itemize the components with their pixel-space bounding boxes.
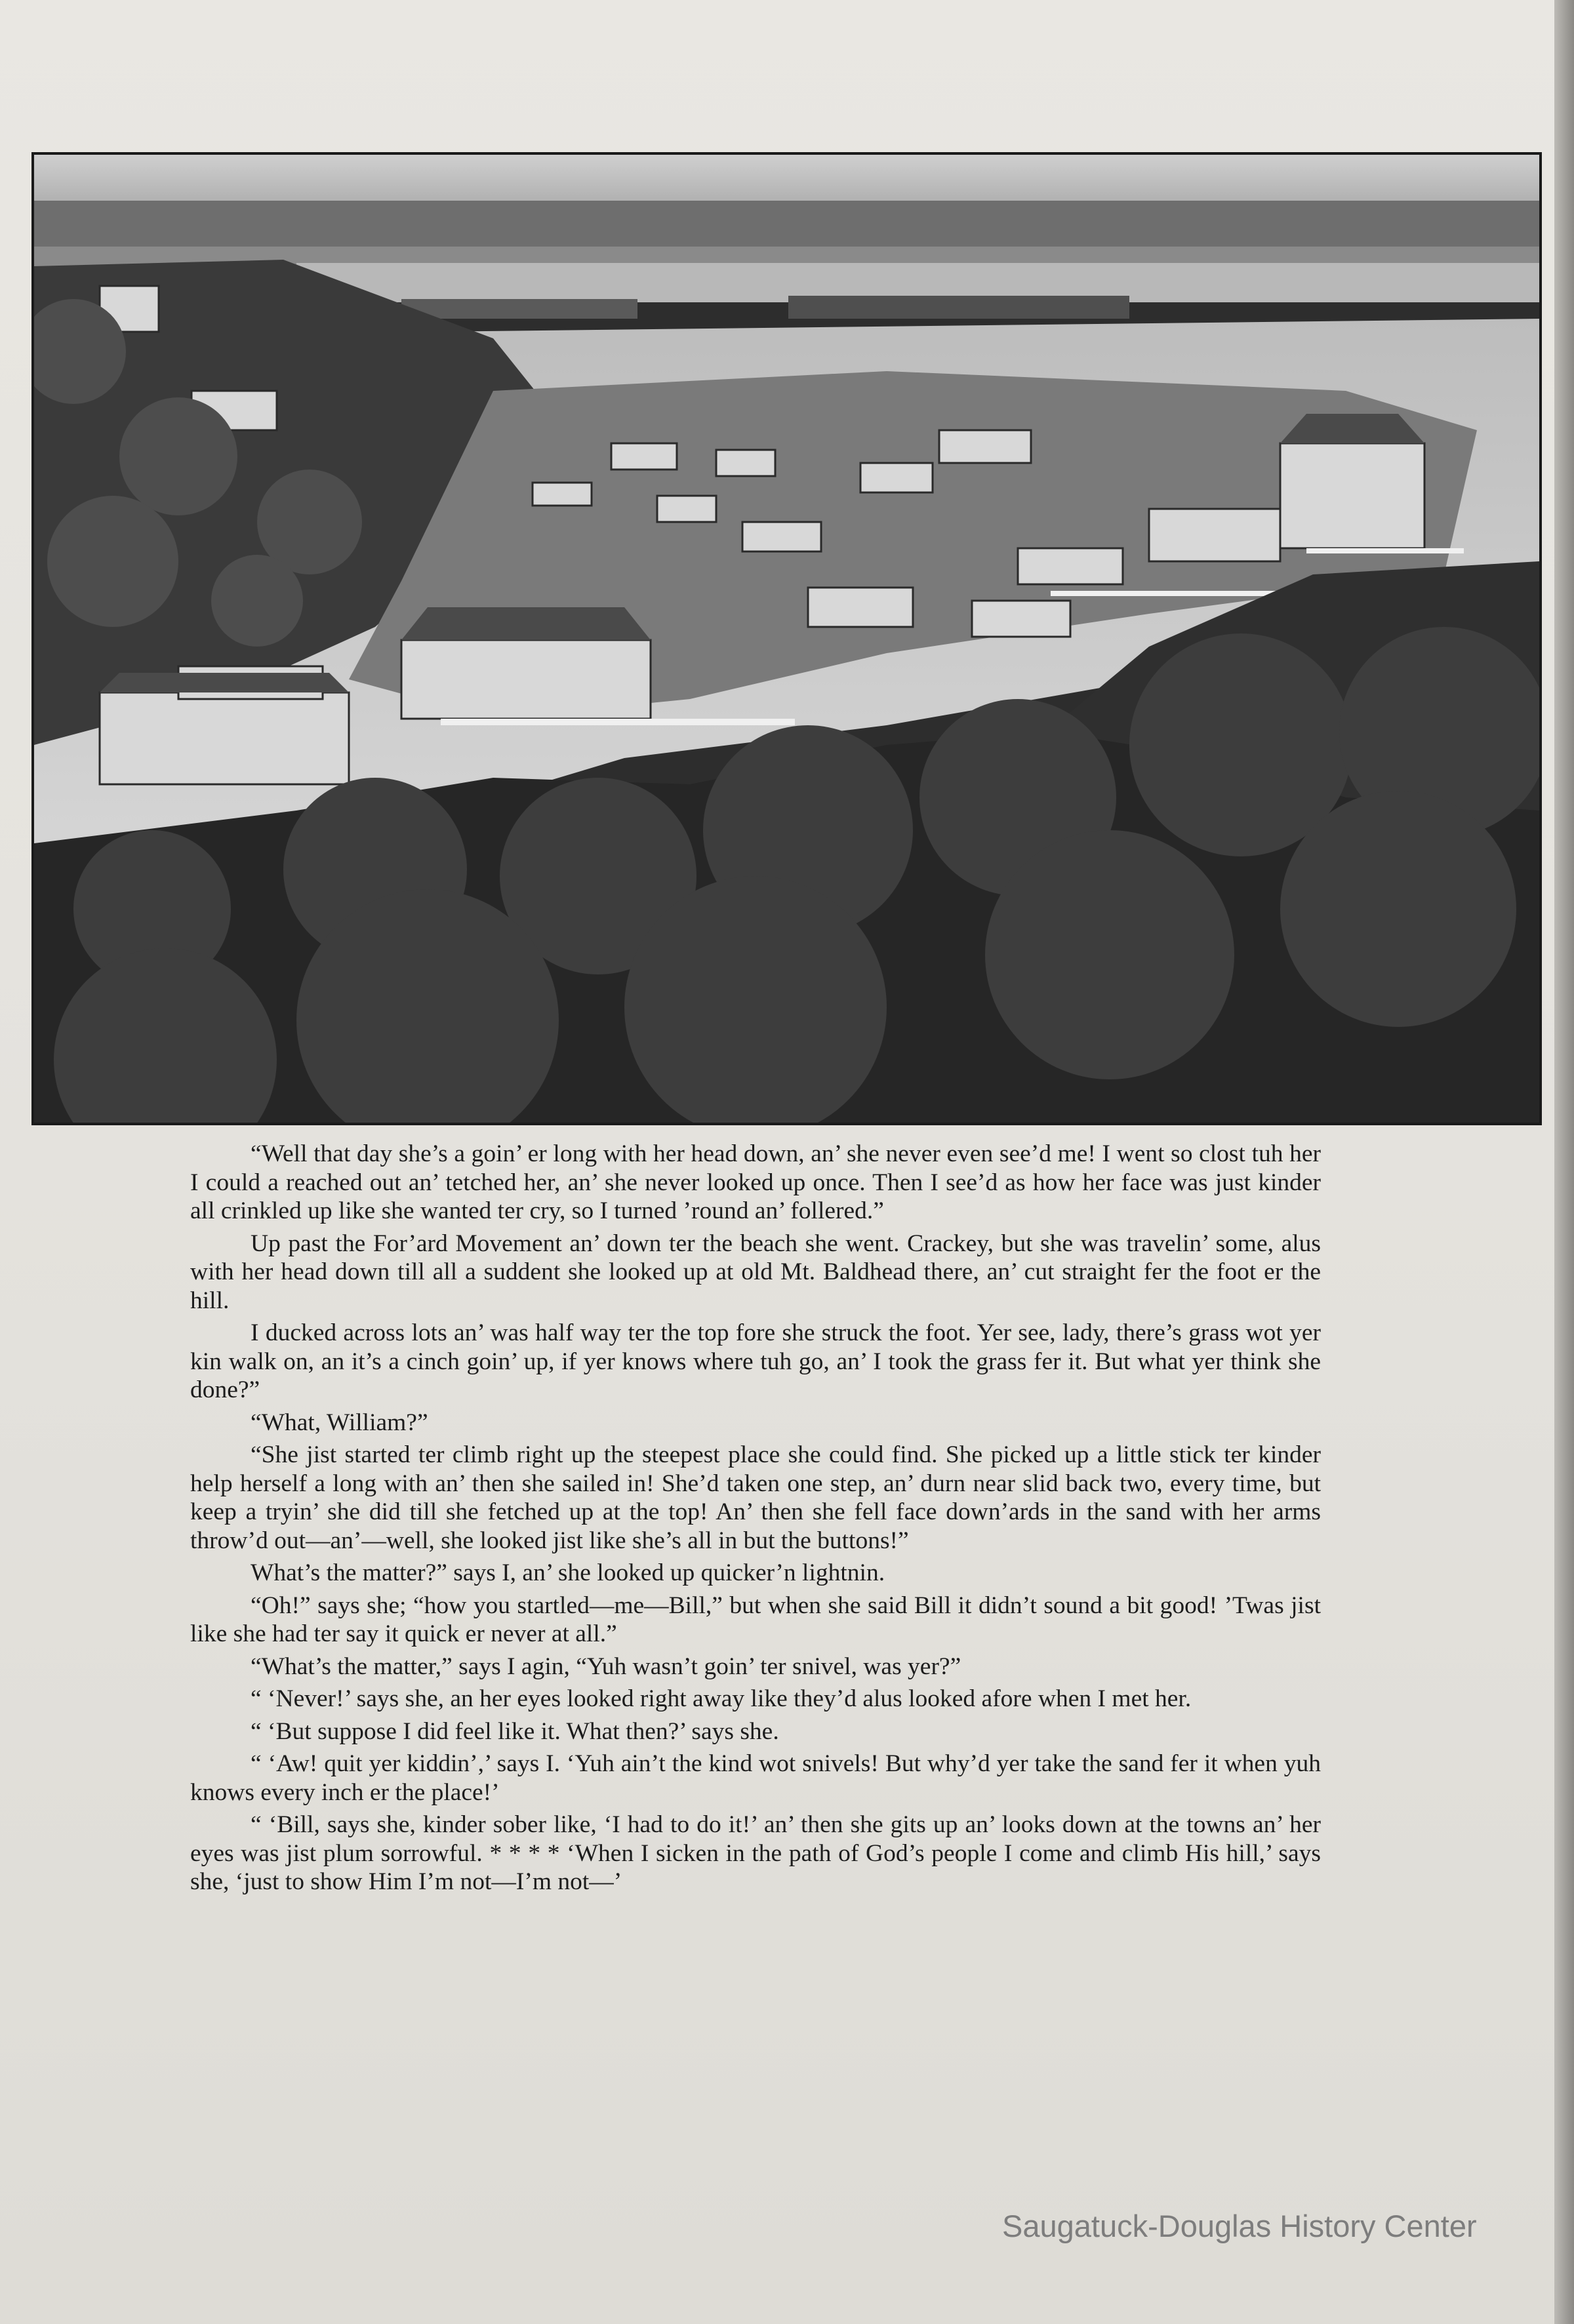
paragraph: “What, William?” bbox=[251, 1409, 428, 1436]
paragraph: “ ‘But suppose I did feel like it. What then?’ says she. bbox=[251, 1717, 779, 1745]
paragraph: “ ‘Aw! quit yer kiddin’,’ says I. ‘Yuh ain’t the kind wot snivels! But why’d yer take the sand fer it when yuh knows every inch er the place!’ bbox=[190, 1750, 1321, 1806]
paragraph: “Well that day she’s a goin’ er long with her head down, an’ she never even see’d me! I went so clost tuh her I could a reached out an’ tetched her, an’ she never looked up once. Then I see’d as how her face was just kinder all crinkled up like she wanted ter cry, so I turned ’round an’ follered.” bbox=[190, 1140, 1321, 1224]
saugatuck-photograph bbox=[31, 152, 1542, 1125]
paragraph: “ ‘Bill, says she, kinder sober like, ‘I had to do it!’ an’ then she gits up an’ looks down at the towns an’ her eyes was jist plum sorrowful. * * * * ‘When I sicken in the path of God’s people I come and climb His hill,’ says she, ‘just to show Him I’m not—I’m not—’ bbox=[190, 1811, 1321, 1895]
page-edge bbox=[1554, 0, 1574, 2324]
paragraph: Up past the For’ard Movement an’ down ter the beach she went. Crackey, but she was travelin’ some, alus with her head down till all a suddent she looked up at old Mt. Baldhead there, an’ cut straight fer the foot er the hill. bbox=[190, 1230, 1321, 1314]
paragraph: What’s the matter?” says I, an’ she looked up quicker’n lightnin. bbox=[251, 1559, 885, 1586]
paragraph: I ducked across lots an’ was half way ter the top fore she struck the foot. Yer see, lady, there’s grass wot yer kin walk on, an it’s a cinch goin’ up, if yer knows where tuh go, an’ I took the grass fer it. But what yer think she done?” bbox=[190, 1319, 1321, 1403]
history-center-watermark: Saugatuck-Douglas History Center bbox=[1002, 2209, 1477, 2243]
halftone-landscape-image bbox=[34, 155, 1539, 1123]
story-text bbox=[190, 1140, 1321, 1900]
paragraph: “What’s the matter,” says I agin, “Yuh wasn’t goin’ ter snivel, was yer?” bbox=[251, 1653, 961, 1680]
paragraph: “She jist started ter climb right up the steepest place she could find. She picked up a little stick ter kinder help herself a long with an’ then she sailed in! She’d taken one step, an’ durn near slid back two, every time, but keep a tryin’ she did till she fetched up at the top! An’ then she fell face down’ards in the sand with her arms throw’d out—an’—well, she looked jist like she’s all in but the buttons!” bbox=[190, 1441, 1321, 1554]
paragraph: “ ‘Never!’ says she, an her eyes looked right away like they’d alus looked afore when I met her. bbox=[251, 1685, 1192, 1712]
paragraph: “Oh!” says she; “how you startled—me—Bill,” but when she said Bill it didn’t sound a bit good! ’Twas jist like she had ter say it quick er never at all.” bbox=[190, 1592, 1321, 1647]
